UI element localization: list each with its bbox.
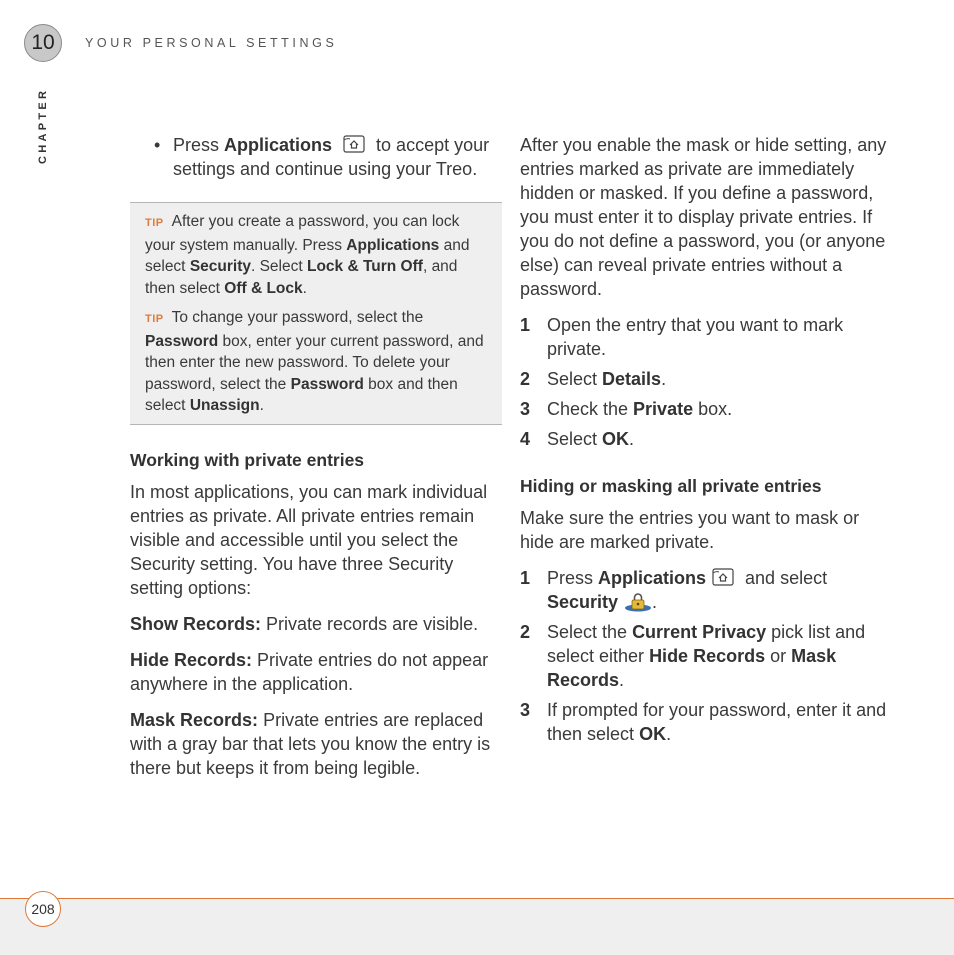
steps-list bbox=[520, 313, 890, 451]
steps-list bbox=[520, 566, 890, 746]
right-column bbox=[520, 133, 890, 752]
bullet-item: • Press Applications to accept your settings and continue using your Treo. bbox=[154, 135, 490, 179]
footer-band bbox=[0, 898, 954, 955]
show-records-paragraph: Show Records: Private records are visible. bbox=[130, 613, 479, 634]
tip-box bbox=[130, 202, 502, 425]
tip-label: TIP bbox=[145, 313, 164, 325]
step-item: 4 Select OK. bbox=[520, 429, 635, 449]
applications-home-icon bbox=[712, 568, 734, 586]
applications-home-icon bbox=[343, 135, 365, 153]
step-item: 1 Open the entry that you want to mark private. bbox=[520, 315, 844, 359]
step-item: 2 Select Details. bbox=[520, 369, 667, 389]
chapter-number: 10 bbox=[31, 31, 55, 54]
page-number: 208 bbox=[25, 891, 61, 927]
chapter-number-badge bbox=[24, 24, 62, 62]
step-item: 3 Check the Private box. bbox=[520, 399, 733, 419]
bullet-dot: • bbox=[154, 135, 161, 155]
chapter-title: YOUR PERSONAL SETTINGS bbox=[85, 36, 338, 50]
left-column bbox=[130, 133, 502, 792]
tip-2: TIP To change your password, select the Password box, enter your current password, and then enter the new password. To delete your password, select the Password box and then select Unassign. bbox=[145, 309, 484, 414]
intro-paragraph: After you enable the mask or hide setting, any entries marked as private are immediately hidden or masked. If you define a password, you must enter it to display private entries. If you do not define a password, you (or anyone else) can reveal private entries without a password. bbox=[520, 135, 887, 299]
tip-label: TIP bbox=[145, 217, 164, 229]
section-heading: Working with private entries bbox=[130, 449, 365, 470]
step-item: 3 If prompted for your password, enter it and then select OK. bbox=[520, 700, 887, 744]
section-heading: Hiding or masking all private entries bbox=[520, 476, 822, 496]
hide-records-paragraph: Hide Records: Private entries do not appear anywhere in the application. bbox=[130, 649, 489, 694]
chapter-label: CHAPTER bbox=[37, 87, 49, 164]
step-item: 2 Select the Current Privacy pick list and select either Hide Records or Mask Records. bbox=[520, 622, 866, 690]
tip-1: TIP After you create a password, you can lock your system manually. Press Applications and select Security. Select Lock & Turn Off, and then select Off & Lock. bbox=[145, 213, 470, 297]
intro-paragraph: In most applications, you can mark individual entries as private. All private entries remain visible and accessible until you select the Security setting. You have three Security setting options: bbox=[130, 481, 488, 598]
security-lock-icon bbox=[624, 592, 652, 612]
instruction-paragraph: Make sure the entries you want to mask or hide are marked private. bbox=[520, 508, 860, 552]
mask-records-paragraph: Mask Records: Private entries are replaced with a gray bar that lets you know the entry is there but keeps it from being legible. bbox=[130, 709, 491, 778]
step-item: 1 Press Applications and select Security . bbox=[520, 568, 828, 612]
